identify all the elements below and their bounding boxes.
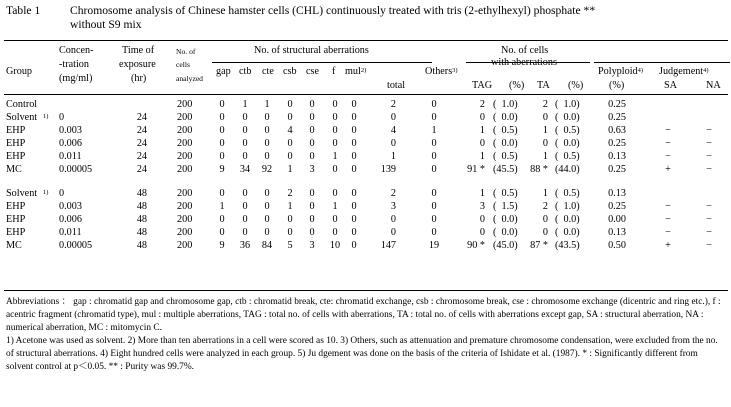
cell-cse: 0 [309, 227, 315, 238]
cell-time: 48 [136, 214, 147, 225]
cell-tagp: ( 0.5) [493, 125, 518, 136]
cell-sa: − [665, 125, 671, 136]
cell-others: 19 [428, 240, 440, 251]
cell-ta: 0 [542, 214, 548, 225]
cell-tap: ( 1.0) [555, 201, 580, 212]
cell-poly: 0.25 [608, 138, 626, 149]
cell-na: − [706, 138, 712, 149]
cell-ta: 1 [542, 188, 548, 199]
cell-time: 48 [136, 240, 147, 251]
header-polyploid [598, 66, 643, 77]
cell-mul: 0 [351, 227, 357, 238]
cell-ctb: 0 [242, 201, 248, 212]
cell-ta: 0 [542, 227, 548, 238]
header-others [425, 66, 458, 77]
cell-group: EHP [6, 138, 26, 149]
cell-others: 0 [431, 201, 437, 212]
cell-cse: 0 [309, 125, 315, 136]
cell-cte: 92 [261, 164, 273, 175]
cell-poly: 0.63 [608, 125, 626, 136]
struct-subrule [212, 62, 432, 63]
table-row [0, 124, 731, 137]
cell-poly: 0.25 [608, 99, 626, 110]
cell-mul: 0 [351, 125, 357, 136]
cell-poly: 0.25 [608, 201, 626, 212]
header-cells-aberr-1: No. of cells [501, 45, 549, 56]
cell-tag: 90 * [467, 240, 485, 251]
cell-ctb: 36 [239, 240, 251, 251]
cell-mul: 0 [351, 112, 357, 123]
cell-ta: 1 [542, 125, 548, 136]
cell-gap: 0 [219, 188, 225, 199]
cell-tagp: (45.0) [493, 240, 518, 251]
header-judgement-sup: 4) [703, 67, 709, 74]
header-csb: csb [283, 66, 297, 77]
cell-conc: 0.00005 [59, 240, 93, 251]
cell-ta: 0 [542, 138, 548, 149]
cell-f: 0 [332, 99, 338, 110]
cell-csb: 5 [287, 240, 293, 251]
cell-tap: ( 0.0) [555, 112, 580, 123]
header-cells-2: cells [176, 60, 190, 69]
cell-total: 0 [390, 138, 396, 149]
header-cells-1: No. of [176, 47, 196, 56]
cell-mul: 0 [351, 151, 357, 162]
cell-ctb: 0 [242, 125, 248, 136]
cell-tag: 0 [479, 112, 485, 123]
header-structural: No. of structural aberrations [254, 45, 369, 56]
cell-time: 48 [136, 188, 147, 199]
cell-na: − [706, 214, 712, 225]
cell-csb: 1 [287, 164, 293, 175]
cell-na: − [706, 227, 712, 238]
cell-mul: 0 [351, 99, 357, 110]
cell-total: 3 [390, 201, 396, 212]
cell-tap: ( 0.5) [555, 188, 580, 199]
cell-csb: 1 [287, 201, 293, 212]
header-total: total [387, 80, 406, 91]
header-tag-pct: (%) [509, 80, 525, 91]
header-time-1: Time of [122, 45, 155, 56]
cell-f: 0 [332, 125, 338, 136]
cell-csb: 0 [287, 99, 293, 110]
cell-sa: + [665, 240, 671, 251]
cell-tagp: ( 0.5) [493, 151, 518, 162]
cell-others: 0 [431, 164, 437, 175]
cell-tagp: ( 1.0) [493, 99, 518, 110]
cell-gap: 0 [219, 214, 225, 225]
cell-f: 0 [332, 227, 338, 238]
table-row [0, 213, 731, 226]
cell-sa: − [665, 201, 671, 212]
cell-tap: (44.0) [555, 164, 580, 175]
cell-tagp: ( 0.0) [493, 112, 518, 123]
cell-csb: 0 [287, 112, 293, 123]
cell-time: 24 [136, 125, 147, 136]
cell-na: − [706, 240, 712, 251]
header-polyploid-pct: (%) [609, 80, 625, 91]
header-cells-3: analyzed [176, 74, 203, 83]
cell-cse: 0 [309, 201, 315, 212]
cell-cte: 0 [264, 188, 270, 199]
cell-gap: 1 [219, 201, 225, 212]
cell-group-sup: 1) [43, 113, 49, 120]
header-mul [345, 66, 366, 77]
cell-total: 139 [380, 164, 396, 175]
cell-ctb: 0 [242, 214, 248, 225]
cell-group: Control [6, 99, 38, 110]
table-row [0, 187, 731, 200]
cell-time: 24 [136, 112, 147, 123]
cell-conc: 0.011 [59, 227, 82, 238]
cell-gap: 0 [219, 125, 225, 136]
cell-f: 1 [332, 201, 338, 212]
cell-group: EHP [6, 227, 26, 238]
cell-sa: − [665, 214, 671, 225]
cell-tag: 2 [479, 99, 485, 110]
cell-cte: 84 [261, 240, 273, 251]
cell-csb: 0 [287, 138, 293, 149]
cell-cte: 0 [264, 201, 270, 212]
cell-ctb: 0 [242, 227, 248, 238]
cell-tagp: (45.5) [493, 164, 518, 175]
cell-poly: 0.13 [608, 188, 626, 199]
cell-poly: 0.25 [608, 112, 626, 123]
cell-tagp: ( 0.0) [493, 214, 518, 225]
cell-sa: − [665, 227, 671, 238]
header-cse: cse [306, 66, 320, 77]
cell-f: 1 [332, 151, 338, 162]
cell-ctb: 0 [242, 138, 248, 149]
cell-f: 10 [329, 240, 341, 251]
header-ta: TA [537, 80, 550, 91]
cell-cte: 0 [264, 151, 270, 162]
cell-n: 200 [177, 125, 193, 136]
cell-poly: 0.50 [608, 240, 626, 251]
cell-poly: 0.13 [608, 151, 626, 162]
cell-ta: 1 [542, 151, 548, 162]
cell-others: 0 [431, 188, 437, 199]
header-conc-2: -tration [59, 59, 89, 70]
table-row [0, 111, 731, 124]
cell-cse: 3 [309, 164, 315, 175]
table-row [0, 150, 731, 163]
cell-f: 0 [332, 112, 338, 123]
cell-conc: 0 [59, 188, 65, 199]
cell-cte: 0 [264, 112, 270, 123]
cell-gap: 9 [219, 240, 225, 251]
cell-gap: 0 [219, 112, 225, 123]
cell-group: Solvent [6, 188, 38, 199]
note-footnotes: 1) Acetone was used as solvent. 2) More than ten aberrations in a cell were scored as 10. 3) Others, such as attenuation and premature chromosome condensation, were excluded from the no. of structural aberrations. 4) Eight hundred cells were analyzed in each group. 5) Ju dgement was done on the basis of the criteria of Ishidate et al. (1987). * : Significantly different from solvent control at p＜0.05. ** : Purity was 99.7%. [6, 336, 718, 372]
cell-conc: 0 [59, 112, 65, 123]
cell-group: EHP [6, 201, 26, 212]
cell-cse: 0 [309, 138, 315, 149]
cell-others: 0 [431, 99, 437, 110]
cell-total: 2 [390, 188, 396, 199]
cell-tag: 3 [479, 201, 485, 212]
cell-conc: 0.00005 [59, 164, 93, 175]
cell-f: 0 [332, 214, 338, 225]
cell-tag: 1 [479, 188, 485, 199]
cell-tagp: ( 0.0) [493, 138, 518, 149]
cell-na: − [706, 201, 712, 212]
header-conc-1: Concen- [59, 45, 94, 56]
cell-total: 1 [390, 151, 396, 162]
cell-tag: 1 [479, 125, 485, 136]
cell-tap: ( 1.0) [555, 99, 580, 110]
cell-ctb: 1 [242, 99, 248, 110]
cell-tap: ( 0.0) [555, 227, 580, 238]
header-mul-label: mul [345, 66, 361, 77]
cell-group: EHP [6, 125, 26, 136]
cell-sa: − [665, 138, 671, 149]
table-row [0, 163, 731, 176]
cell-conc: 0.006 [59, 138, 82, 149]
cell-csb: 0 [287, 214, 293, 225]
cell-csb: 4 [287, 125, 293, 136]
header-sa: SA [664, 80, 678, 91]
cell-total: 0 [390, 112, 396, 123]
header-na: NA [706, 80, 721, 91]
cell-gap: 0 [219, 99, 225, 110]
cell-tap: ( 0.5) [555, 125, 580, 136]
cell-n: 200 [177, 201, 193, 212]
cell-conc: 0.006 [59, 214, 82, 225]
cell-tagp: ( 0.5) [493, 188, 518, 199]
cell-f: 0 [332, 138, 338, 149]
header-tag: TAG [472, 80, 493, 91]
header-rule [4, 94, 728, 95]
cell-n: 200 [177, 164, 193, 175]
cell-cse: 0 [309, 214, 315, 225]
header-conc-3: (mg/ml) [59, 73, 93, 84]
header-time-2: exposure [119, 59, 156, 70]
cell-tap: ( 0.5) [555, 151, 580, 162]
cell-tap: ( 0.0) [555, 138, 580, 149]
cell-time: 48 [136, 201, 147, 212]
cell-ta: 87 * [530, 240, 548, 251]
cell-tag: 91 * [467, 164, 485, 175]
cell-others: 0 [431, 112, 437, 123]
cell-n: 200 [177, 227, 193, 238]
cell-tag: 0 [479, 214, 485, 225]
header-judgement-label: Judgement [659, 66, 704, 77]
header-mul-sup: 2) [360, 67, 367, 74]
cell-others: 0 [431, 151, 437, 162]
cell-f: 0 [332, 164, 338, 175]
cell-tag: 0 [479, 227, 485, 238]
cell-cte: 0 [264, 214, 270, 225]
cell-n: 200 [177, 188, 193, 199]
cell-cte: 0 [264, 138, 270, 149]
cell-tag: 0 [479, 138, 485, 149]
cell-ctb: 0 [242, 151, 248, 162]
cell-gap: 0 [219, 151, 225, 162]
cell-ctb: 0 [242, 188, 248, 199]
cell-time: 24 [136, 138, 147, 149]
header-f: f [332, 66, 336, 77]
cell-csb: 0 [287, 227, 293, 238]
cell-others: 0 [431, 138, 437, 149]
cell-n: 200 [177, 99, 193, 110]
cell-cse: 0 [309, 99, 315, 110]
cell-n: 200 [177, 240, 193, 251]
header-gap: gap [216, 66, 231, 77]
cell-mul: 0 [351, 201, 357, 212]
table-row [0, 200, 731, 213]
header-judgement [659, 66, 709, 77]
cell-f: 0 [332, 188, 338, 199]
cell-n: 200 [177, 112, 193, 123]
cell-mul: 0 [351, 240, 357, 251]
table-row [0, 226, 731, 239]
cell-n: 200 [177, 151, 193, 162]
poly-subrule [594, 62, 730, 63]
cell-conc: 0.011 [59, 151, 82, 162]
cell-poly: 0.00 [608, 214, 626, 225]
cell-poly: 0.25 [608, 164, 626, 175]
cell-total: 4 [390, 125, 396, 136]
cell-gap: 0 [219, 138, 225, 149]
cell-tag: 1 [479, 151, 485, 162]
cell-cse: 0 [309, 188, 315, 199]
table-notes [6, 296, 724, 374]
header-time-3: (hr) [131, 73, 147, 84]
cell-gap: 9 [219, 164, 225, 175]
cell-group: EHP [6, 151, 26, 162]
cell-group: Solvent [6, 112, 38, 123]
cell-n: 200 [177, 214, 193, 225]
cell-mul: 0 [351, 164, 357, 175]
caption-line-1: Chromosome analysis of Chinese hamster cells (CHL) continuously treated with tris (2-ethylhexyl) phosphate ** [70, 4, 596, 17]
cell-time: 48 [136, 227, 147, 238]
cell-sa: − [665, 151, 671, 162]
cell-conc: 0.003 [59, 125, 82, 136]
cell-group-sup: 1) [43, 189, 49, 196]
cell-mul: 0 [351, 188, 357, 199]
header-polyploid-label: Polyploid [598, 66, 638, 77]
cell-group: MC [6, 240, 22, 251]
cell-others: 0 [431, 227, 437, 238]
cell-others: 0 [431, 214, 437, 225]
bottom-rule [4, 290, 728, 291]
cell-na: − [706, 125, 712, 136]
cell-group: EHP [6, 214, 26, 225]
header-cte: cte [262, 66, 274, 77]
header-others-label: Others [425, 66, 453, 77]
cell-total: 0 [390, 227, 396, 238]
cell-total: 2 [390, 99, 396, 110]
cell-cte: 0 [264, 227, 270, 238]
table-row [0, 239, 731, 252]
cell-mul: 0 [351, 214, 357, 225]
cell-gap: 0 [219, 227, 225, 238]
cell-cte: 1 [264, 99, 270, 110]
cell-n: 200 [177, 138, 193, 149]
cell-na: − [706, 164, 712, 175]
table-row [0, 98, 731, 111]
header-ctb: ctb [239, 66, 252, 77]
cell-total: 0 [390, 214, 396, 225]
header-polyploid-sup: 4) [637, 67, 644, 74]
cell-cse: 3 [309, 240, 315, 251]
cell-ctb: 34 [239, 164, 251, 175]
header-ta-pct: (%) [568, 80, 584, 91]
cell-ta: 2 [542, 99, 548, 110]
cell-mul: 0 [351, 138, 357, 149]
top-rule [4, 40, 728, 41]
cell-ta: 2 [542, 201, 548, 212]
header-cells-aberr-2: with aberrations [491, 57, 557, 68]
cell-poly: 0.13 [608, 227, 626, 238]
cell-ctb: 0 [242, 112, 248, 123]
cell-sa: + [665, 164, 671, 175]
cell-ta: 88 * [530, 164, 548, 175]
table-row [0, 137, 731, 150]
note-abbreviations: Abbreviations ： gap : chromatid gap and chromosome gap, ctb : chromatid break, cte: chromatid exchange, csb : chromosome break, cse : chromosome exchange (dicentric and ring etc.), f : acentric fragment (chromatid type), mul : multiple aberrations, TAG : total no. of cells with aberrations, TA : total no. of cells with aberrations except gap, SA : structural aberration, NA : numerical aberration, MC : mitomycin C. [6, 297, 721, 333]
cell-tagp: ( 1.5) [493, 201, 518, 212]
cell-time: 24 [136, 151, 147, 162]
cell-tagp: ( 0.0) [493, 227, 518, 238]
table-label: Table 1 [6, 4, 41, 17]
cell-cse: 0 [309, 112, 315, 123]
cell-cte: 0 [264, 125, 270, 136]
cell-cse: 0 [309, 151, 315, 162]
cell-tap: ( 0.0) [555, 214, 580, 225]
cell-group: MC [6, 164, 22, 175]
cell-time: 24 [136, 164, 147, 175]
cell-na: − [706, 151, 712, 162]
cell-csb: 0 [287, 151, 293, 162]
cell-total: 147 [380, 240, 396, 251]
caption-line-2: without S9 mix [70, 18, 142, 31]
cell-csb: 2 [287, 188, 293, 199]
header-group: Group [6, 66, 33, 77]
cell-others: 1 [431, 125, 437, 136]
cell-conc: 0.003 [59, 201, 82, 212]
header-others-sup: 3) [452, 67, 458, 74]
cell-tap: (43.5) [555, 240, 580, 251]
cell-ta: 0 [542, 112, 548, 123]
